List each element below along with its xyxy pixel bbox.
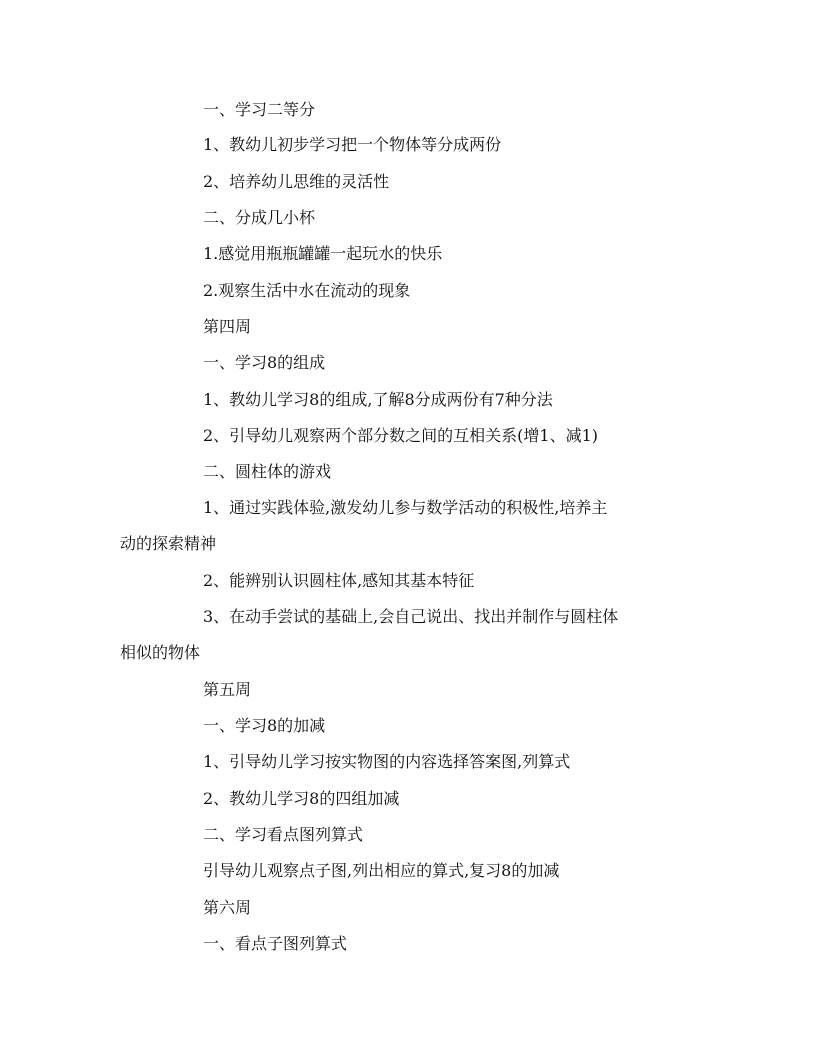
list-item: 1、引导幼儿学习按实物图的内容选择答案图,列算式 — [203, 752, 571, 771]
list-item-continuation: 动的探索精神 — [120, 534, 217, 553]
list-item: 1、教幼儿学习8的组成,了解8分成两份有7种分法 — [203, 390, 553, 409]
section-heading: 一、学习8的加减 — [203, 716, 326, 735]
section-heading: 二、学习看点图列算式 — [203, 825, 364, 844]
list-item: 2、培养幼儿思维的灵活性 — [203, 172, 390, 191]
list-item: 2、教幼儿学习8的四组加减 — [203, 789, 400, 808]
list-item: 2.观察生活中水在流动的现象 — [203, 281, 411, 300]
list-item: 2、引导幼儿观察两个部分数之间的互相关系(增1、减1) — [203, 426, 599, 445]
week-heading: 第五周 — [203, 680, 252, 699]
list-item: 1、通过实践体验,激发幼儿参与数学活动的积极性,培养主 — [203, 498, 608, 517]
list-item: 2、能辨别认识圆柱体,感知其基本特征 — [203, 571, 475, 590]
week-heading: 第四周 — [203, 317, 252, 336]
list-item: 1、教幼儿初步学习把一个物体等分成两份 — [203, 135, 502, 154]
list-item-continuation: 相似的物体 — [120, 643, 201, 662]
section-heading: 一、学习8的组成 — [203, 353, 326, 372]
section-heading: 二、分成几小杯 — [203, 208, 316, 227]
list-item: 3、在动手尝试的基础上,会自己说出、找出并制作与圆柱体 — [203, 607, 619, 626]
paragraph: 引导幼儿观察点子图,列出相应的算式,复习8的加减 — [203, 861, 560, 880]
week-heading: 第六周 — [203, 898, 252, 917]
list-item: 1.感觉用瓶瓶罐罐一起玩水的快乐 — [203, 244, 443, 263]
section-heading: 二、圆柱体的游戏 — [203, 462, 332, 481]
section-heading: 一、看点子图列算式 — [203, 934, 348, 953]
section-heading: 一、学习二等分 — [203, 100, 316, 119]
